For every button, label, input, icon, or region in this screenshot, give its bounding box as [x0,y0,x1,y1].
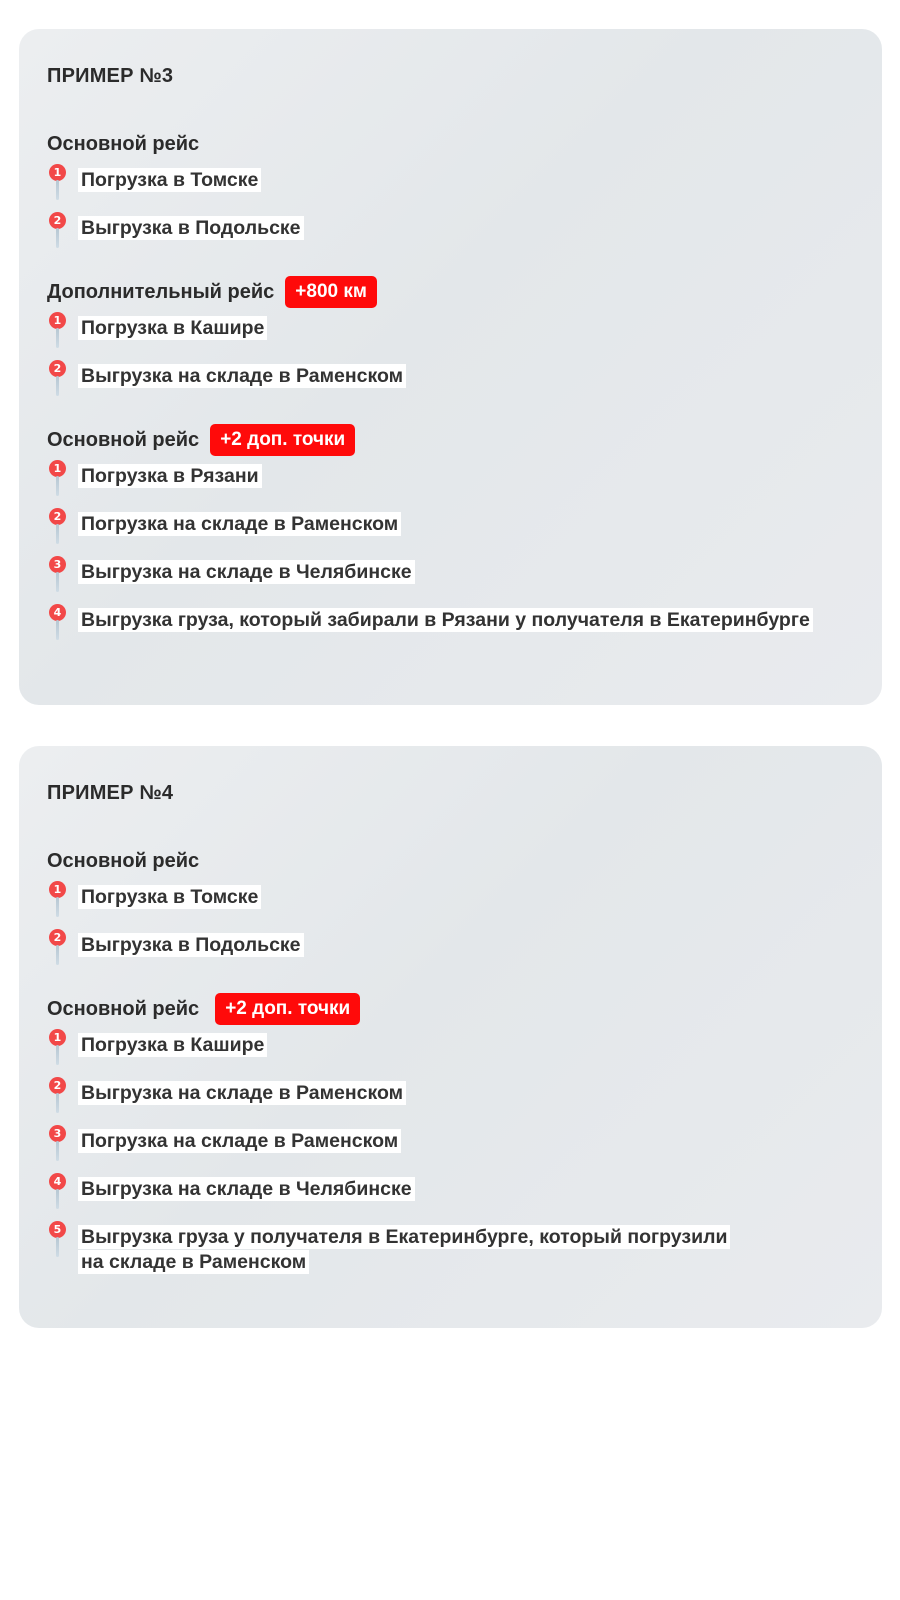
route-stop [47,1177,854,1207]
route-stop [47,885,854,915]
route-stop [47,464,854,494]
route-section [47,276,854,394]
route-stop [47,216,854,246]
stop-text: Выгрузка на складе в Челябинске [78,1177,415,1201]
section-title: Основной рейс [47,133,200,155]
route-section [47,993,854,1275]
route-stop [47,608,854,638]
map-pin-icon [49,881,67,919]
pin-number: 1 [49,460,66,477]
map-pin-icon [49,164,67,202]
route-section [47,845,854,963]
stop-text: Погрузка в Кашире [78,316,267,340]
stop-text: Выгрузка в Подольске [78,933,304,957]
pin-number: 4 [49,1173,66,1190]
section-header [47,276,854,308]
pin-number: 1 [49,1029,66,1046]
stop-text: Погрузка в Томске [78,168,261,192]
section-title: Основной рейс [47,998,200,1020]
route-section [47,424,854,638]
map-pin-icon [49,929,67,967]
card-title: ПРИМЕР №3 [47,65,174,87]
example-card [19,746,882,1328]
route-stop [47,560,854,590]
extra-points-badge: +2 доп. точки [210,424,355,456]
stop-text: Выгрузка на складе в Раменском [78,1081,406,1105]
stop-text: Погрузка в Кашире [78,1033,267,1057]
extra-points-badge: +2 доп. точки [215,993,360,1025]
section-header [47,993,854,1025]
pin-number: 1 [49,312,66,329]
map-pin-icon [49,360,67,398]
stop-text: Выгрузка груза, который забирали в Рязани у получателя в Екатеринбурге [78,608,813,632]
distance-badge: +800 км [285,276,377,308]
map-pin-icon [49,1125,67,1163]
section-title: Основной рейс [47,850,200,872]
stop-text: Погрузка на складе в Раменском [78,512,401,536]
stop-text: Выгрузка на складе в Челябинске [78,560,415,584]
map-pin-icon [49,312,67,350]
card-title: ПРИМЕР №4 [47,782,174,804]
map-pin-icon [49,1077,67,1115]
route-stop [47,316,854,346]
section-header [47,128,854,160]
pin-number: 3 [49,556,66,573]
stop-text: Погрузка на складе в Раменском [78,1129,401,1153]
pin-number: 2 [49,929,66,946]
pin-number: 2 [49,360,66,377]
route-stop [47,933,854,963]
map-pin-icon [49,212,67,250]
pin-number: 4 [49,604,66,621]
route-stop [47,1225,854,1275]
map-pin-icon [49,1029,67,1067]
map-pin-icon [49,604,67,642]
section-title: Основной рейс [47,429,200,451]
section-header [47,424,854,456]
route-stop [47,512,854,542]
stop-text: Выгрузка на складе в Раменском [78,364,406,388]
pin-number: 2 [49,1077,66,1094]
map-pin-icon [49,556,67,594]
route-stop [47,168,854,198]
section-header [47,845,854,877]
pin-number: 5 [49,1221,66,1238]
map-pin-icon [49,1173,67,1211]
example-card [19,29,882,705]
route-stop [47,364,854,394]
pin-number: 2 [49,212,66,229]
stop-text: Выгрузка в Подольске [78,216,304,240]
stop-text: Погрузка в Томске [78,885,261,909]
map-pin-icon [49,508,67,546]
route-stop [47,1129,854,1159]
route-stop [47,1081,854,1111]
stop-text: Выгрузка груза у получателя в Екатеринбурге, который погрузили на складе в Раменском [78,1225,730,1274]
pin-number: 2 [49,508,66,525]
pin-number: 1 [49,164,66,181]
section-title: Дополнительный рейс [47,281,275,303]
stop-text: Погрузка в Рязани [78,464,262,488]
map-pin-icon [49,1221,67,1259]
map-pin-icon [49,460,67,498]
route-stop [47,1033,854,1063]
pin-number: 3 [49,1125,66,1142]
route-section [47,128,854,246]
pin-number: 1 [49,881,66,898]
